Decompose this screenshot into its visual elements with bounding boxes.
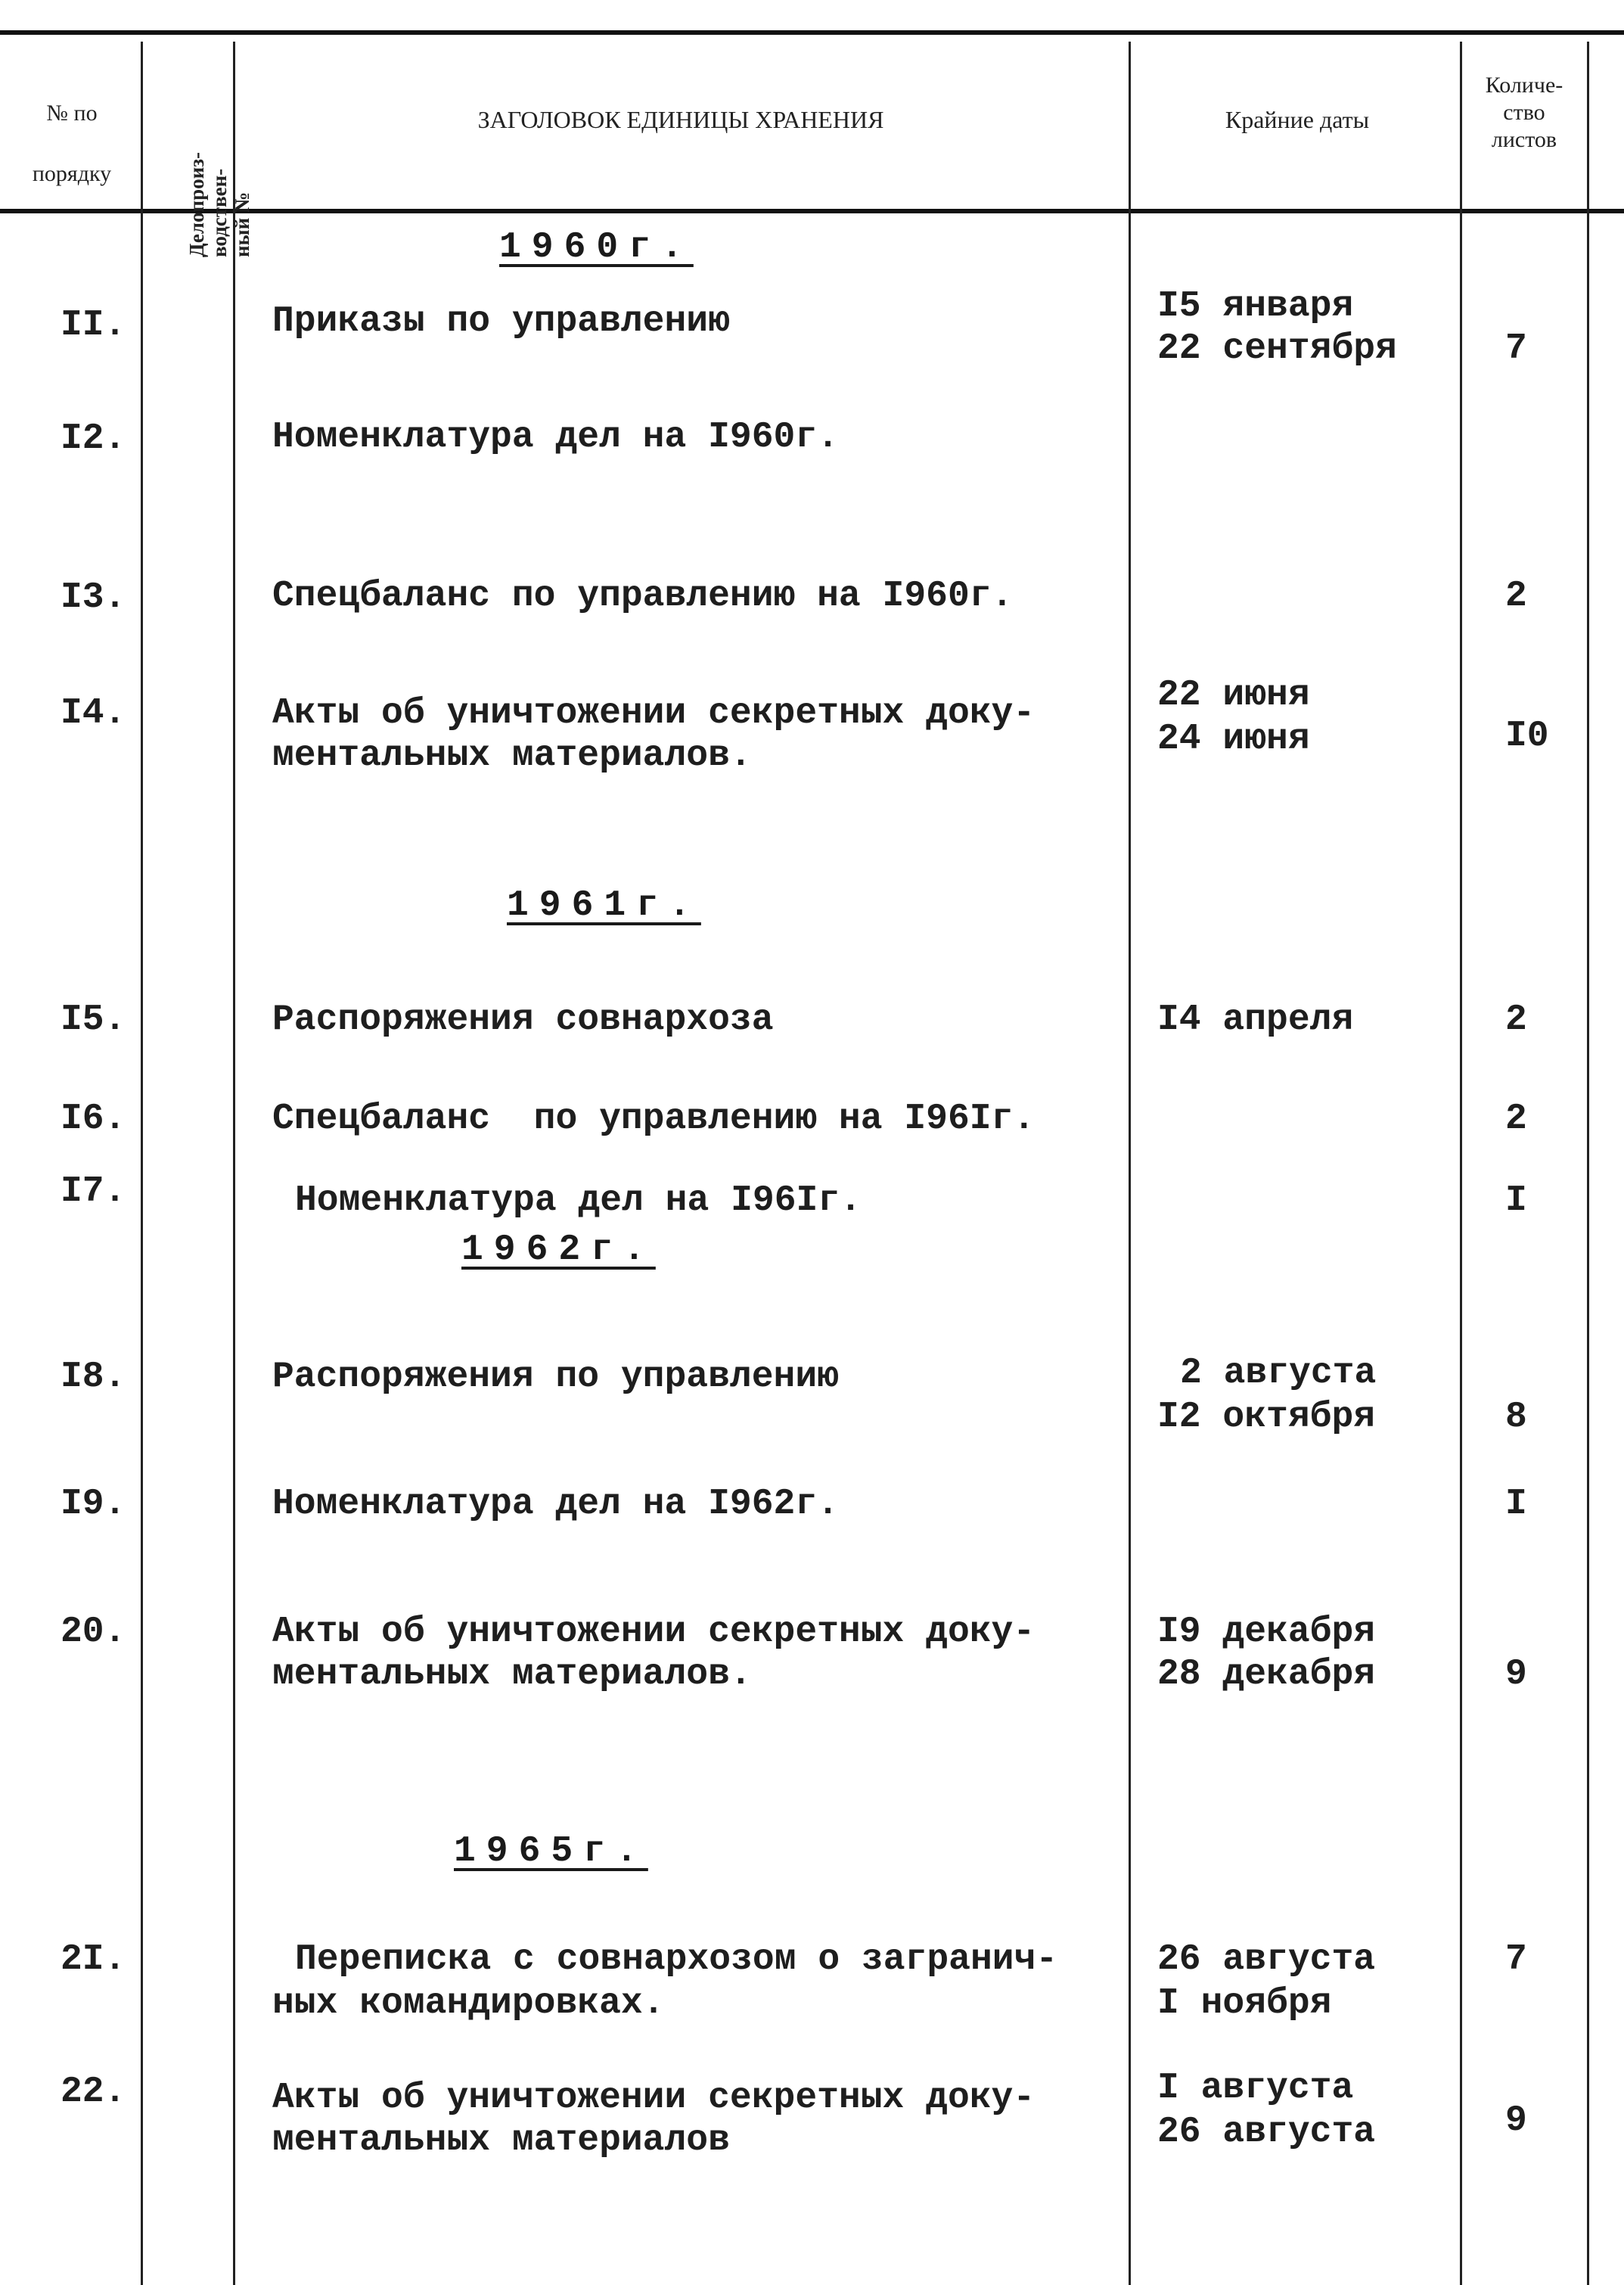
row-number: 2I. bbox=[61, 1939, 126, 1980]
header-top-rule bbox=[0, 30, 1624, 35]
row-number: 22. bbox=[61, 2072, 126, 2112]
row-title: Приказы по управлению bbox=[272, 301, 730, 342]
row-number: I9. bbox=[61, 1484, 126, 1525]
row-number: I6. bbox=[61, 1099, 126, 1139]
row-date-start: 2 августа bbox=[1180, 1353, 1377, 1394]
header-text: порядку bbox=[32, 161, 112, 186]
row-number: 20. bbox=[61, 1612, 126, 1652]
header-text: водствен- bbox=[208, 168, 231, 257]
header-text: ство bbox=[1503, 100, 1545, 125]
row-sheets: 2 bbox=[1505, 1099, 1527, 1139]
row-title: Распоряжения совнархоза bbox=[272, 999, 774, 1040]
column-divider bbox=[1129, 42, 1131, 2285]
row-title: Спецбаланс по управлению на I960г. bbox=[272, 576, 1014, 617]
row-date-end: I ноября bbox=[1157, 1983, 1332, 2024]
column-divider bbox=[1460, 42, 1462, 2285]
row-title-cont: ных командировках. bbox=[272, 1983, 665, 2024]
row-title-cont: ментальных материалов. bbox=[272, 735, 752, 776]
row-number: I3. bbox=[61, 577, 126, 618]
row-date-end: 22 сентября bbox=[1157, 328, 1397, 369]
row-date-start: 22 июня bbox=[1157, 675, 1310, 716]
row-sheets: 2 bbox=[1505, 999, 1527, 1040]
row-title: Переписка с совнархозом о загранич- bbox=[295, 1939, 1058, 1980]
row-number: I2. bbox=[61, 418, 126, 459]
row-number: I7. bbox=[61, 1171, 126, 1212]
header-text: Делопроиз- bbox=[185, 151, 208, 257]
row-number: II. bbox=[61, 305, 126, 346]
row-title: Акты об уничтожении секретных доку- bbox=[272, 1612, 1036, 1652]
row-title: Номенклатура дел на I96Iг. bbox=[295, 1180, 862, 1221]
year-heading: 1960г. bbox=[499, 227, 694, 268]
header-text: листов bbox=[1491, 127, 1557, 152]
row-title: Акты об уничтожении секретных доку- bbox=[272, 693, 1036, 734]
year-heading: 1965г. bbox=[454, 1831, 648, 1872]
column-divider bbox=[141, 42, 143, 2285]
header-text: ный № bbox=[231, 191, 253, 257]
row-sheets: I bbox=[1505, 1180, 1527, 1221]
year-heading: 1961г. bbox=[507, 885, 701, 926]
row-date-start: I августа bbox=[1157, 2068, 1354, 2109]
header-title: ЗАГОЛОВОК ЕДИНИЦЫ ХРАНЕНИЯ bbox=[477, 106, 884, 133]
column-divider bbox=[233, 42, 235, 2285]
row-date-start: I5 января bbox=[1157, 286, 1354, 327]
row-date-end: 26 августа bbox=[1157, 2112, 1376, 2153]
row-sheets: 7 bbox=[1505, 328, 1527, 369]
header-number bbox=[8, 83, 136, 204]
row-title: Акты об уничтожении секретных доку- bbox=[272, 2078, 1036, 2119]
row-number: I8. bbox=[61, 1357, 126, 1397]
row-title: Номенклатура дел на I960г. bbox=[272, 417, 839, 458]
row-sheets: 7 bbox=[1505, 1939, 1527, 1980]
row-sheets: 2 bbox=[1505, 576, 1527, 617]
row-date-end: 28 декабря bbox=[1157, 1654, 1376, 1695]
header-text: Количе- bbox=[1485, 73, 1563, 98]
row-title: Номенклатура дел на I962г. bbox=[272, 1484, 839, 1525]
row-title: Спецбаланс по управлению на I96Iг. bbox=[272, 1099, 1036, 1139]
row-sheets: I0 bbox=[1505, 716, 1549, 757]
row-date-end: 24 июня bbox=[1157, 719, 1310, 760]
row-sheets: I bbox=[1505, 1484, 1527, 1525]
year-heading: 1962г. bbox=[461, 1230, 656, 1270]
row-number: I5. bbox=[61, 999, 126, 1040]
row-date-start: 26 августа bbox=[1157, 1939, 1376, 1980]
row-date-start: I9 декабря bbox=[1157, 1612, 1376, 1652]
row-sheets: 9 bbox=[1505, 2100, 1527, 2141]
header-sheets bbox=[1464, 72, 1585, 154]
header-text: № по bbox=[46, 101, 98, 126]
row-title-cont: ментальных материалов bbox=[272, 2120, 730, 2161]
header-office-number bbox=[185, 76, 253, 257]
column-divider bbox=[1587, 42, 1589, 2285]
row-title-cont: ментальных материалов. bbox=[272, 1654, 752, 1695]
row-date-end: I2 октября bbox=[1157, 1397, 1376, 1438]
row-date-start: I4 апреля bbox=[1157, 999, 1354, 1040]
row-sheets: 8 bbox=[1505, 1397, 1527, 1438]
header-dates: Крайние даты bbox=[1225, 106, 1370, 133]
row-sheets: 9 bbox=[1505, 1654, 1527, 1695]
row-title: Распоряжения по управлению bbox=[272, 1357, 839, 1397]
row-number: I4. bbox=[61, 693, 126, 734]
